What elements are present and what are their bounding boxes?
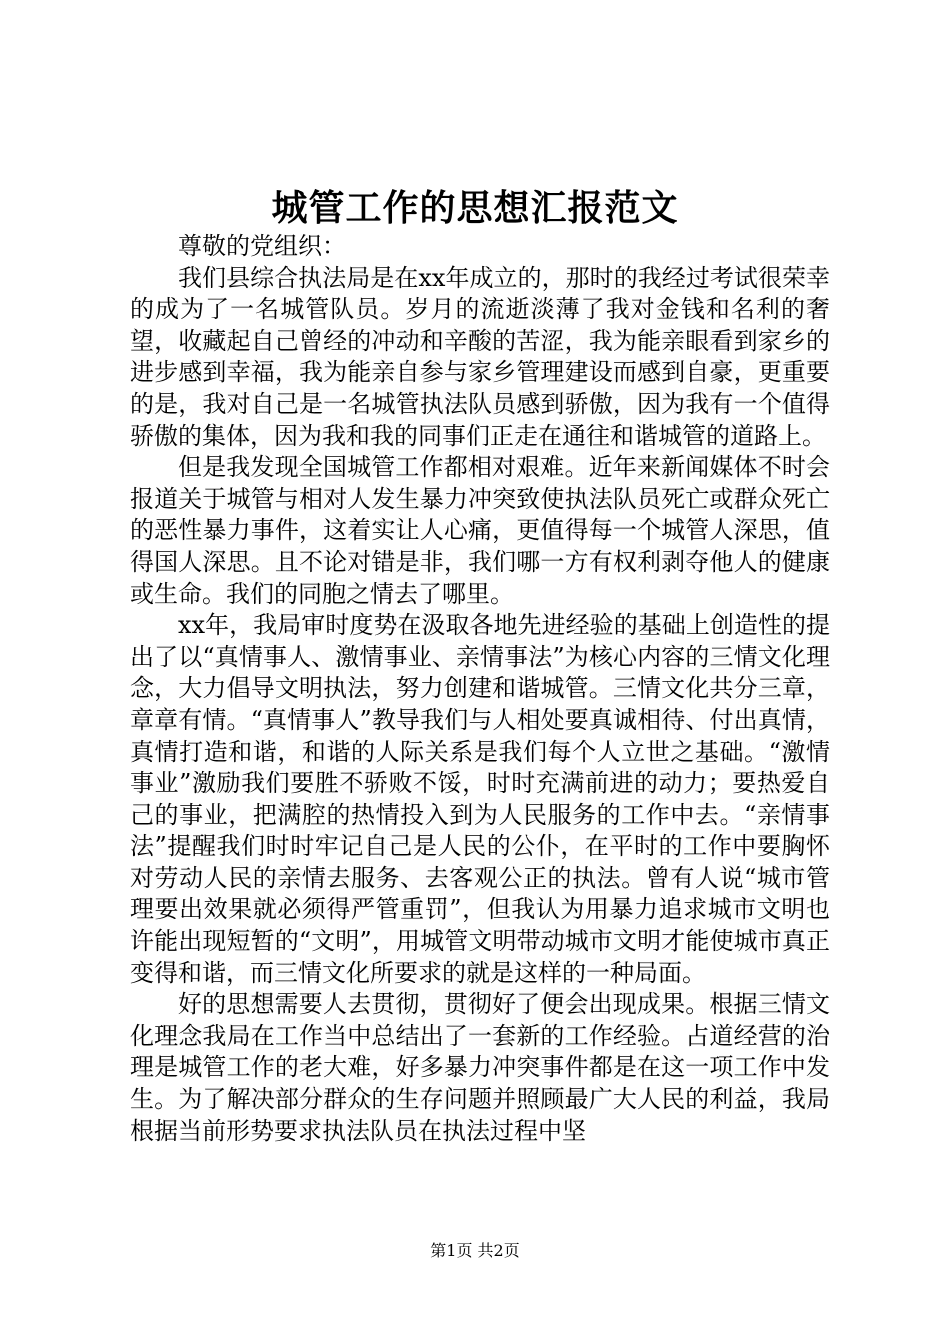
salutation-paragraph: 尊敬的党组织： (178, 232, 346, 260)
body-paragraph-1: 我们县综合执法局是在xx年成立的，那时的我经过考试很荣幸的成为了一名城管队员。岁月的流逝淡薄了我对金钱和名利的奢望，收藏起自己曾经的冲动和辛酸的苦涩，我为能亲眼看到家乡的进步感到幸福，我为能亲自参与家乡管理建设而感到自豪，更重要的是，我对自己是一名城管执法队员感到骄傲，因为我有一个值得骄傲的集体，因为我和我的同事们正走在通往和谐城管的道路上。 (130, 263, 830, 450)
body-paragraph-4: 好的思想需要人去贯彻，贯彻好了便会出现成果。根据三情文化理念我局在工作当中总结出了一套新的工作经验。占道经营的治理是城管工作的老大难，好多暴力冲突事件都是在这一项工作中发生。为了解决部分群众的生存问题并照顾最广大人民的利益，我局根据当前形势要求执法队员在执法过程中坚 (130, 990, 830, 1145)
body-paragraph-2: 但是我发现全国城管工作都相对艰难。近年来新闻媒体不时会报道关于城管与相对人发生暴力冲突致使执法队员死亡或群众死亡的恶性暴力事件，这着实让人心痛，更值得每一个城管人深思，值得国人深思。且不论对错是非，我们哪一方有权利剥夺他人的健康或生命。我们的同胞之情去了哪里。 (130, 453, 830, 608)
body-paragraph-3: xx年，我局审时度势在汲取各地先进经验的基础上创造性的提出了以“真情事人、激情事业、亲情事法”为核心内容的三情文化理念，大力倡导文明执法，努力创建和谐城管。三情文化共分三章，章章有情。“真情事人”教导我们与人相处要真诚相待、付出真情，真情打造和谐，和谐的人际关系是我们每个人立世之基础。“激情事业”激励我们要胜不骄败不馁，时时充满前进的动力；要热爱自己的事业，把满腔的热情投入到为人民服务的工作中去。“亲情事法”提醒我们时时牢记自己是人民的公仆，在平时的工作中要胸怀对劳动人民的亲情去服务、去客观公正的执法。曾有人说“城市管理要出效果就必须得严管重罚”，但我认为用暴力追求城市文明也许能出现短暂的“文明”，用城管文明带动城市文明才能使城市真正变得和谐，而三情文化所要求的就是这样的一种局面。 (130, 611, 830, 987)
document-body (130, 231, 830, 1147)
page-number-footer: 第1页 共2页 (430, 1241, 520, 1260)
document-title: 城管工作的思想汇报范文 (271, 188, 679, 229)
